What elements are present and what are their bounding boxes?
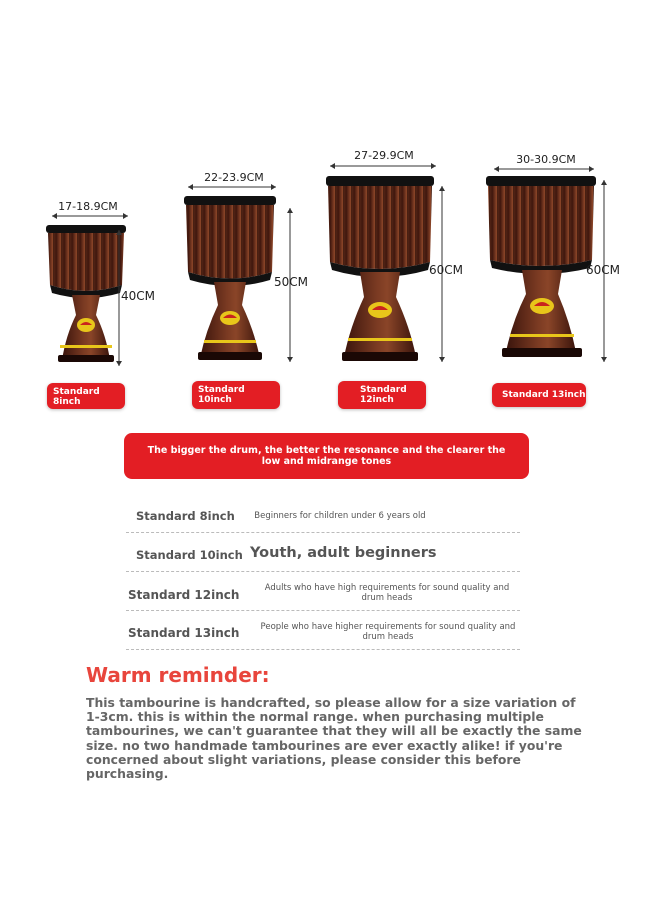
drum-10inch-width-arrow (186, 183, 278, 191)
drum-10inch (180, 190, 280, 375)
drum-10inch-illustration (180, 190, 280, 375)
resonance-banner (124, 433, 529, 479)
drum-13inch-width-label: 30-30.9CM (516, 153, 576, 166)
comparison-row-name: Standard 10inch (136, 548, 243, 562)
drum-13inch-height-label: 60CM (586, 263, 621, 277)
comparison-row-12inch (126, 578, 520, 611)
drum-8inch-height-label: 40CM (121, 289, 156, 303)
drum-13inch-size-label: Standard 13inch (492, 383, 586, 407)
drum-10inch-height-label: 50CM (274, 275, 309, 289)
drum-8inch-size-label: Standard 8inch (47, 383, 125, 409)
comparison-row-name: Standard 8inch (136, 509, 235, 523)
drum-12inch (322, 172, 437, 375)
comparison-row-8inch (126, 500, 520, 533)
comparison-row-13inch (126, 617, 520, 650)
comparison-row-10inch (126, 538, 520, 572)
drum-13inch-width-arrow (492, 165, 596, 173)
comparison-row-desc: Adults who have high requirements for sound quality and drum heads (264, 583, 510, 603)
reminder-text: This tambourine is handcrafted, so please allow for a size variation of 1-3cm. this is within the normal range. when purchasing multiple tambourines, we can't guarantee that they will all be exactly the same size. no two handmade tambourines are ever exactly alike! if you're concerned about slight variations, please consider this before purchasing. (86, 695, 582, 782)
resonance-banner-text: The bigger the drum, the better the resonance and the clearer the low and midrange tones (147, 445, 506, 467)
drum-12inch-width-arrow (328, 162, 438, 170)
drum-12inch-height-label: 60CM (429, 263, 464, 277)
drum-8inch-width-arrow (50, 212, 130, 220)
drum-12inch-width-label: 27-29.9CM (354, 149, 414, 162)
comparison-row-name: Standard 13inch (128, 626, 240, 640)
drum-8inch-width-label: 17-18.9CM (58, 200, 118, 213)
drum-10inch-width-label: 22-23.9CM (204, 171, 264, 184)
drum-13inch-illustration (484, 172, 599, 375)
drum-12inch-size-label: Standard 12inch (338, 381, 426, 409)
comparison-row-desc: Beginners for children under 6 years old (254, 511, 426, 521)
comparison-row-desc: Youth, adult beginners (250, 545, 437, 561)
reminder-title: Warm reminder: (86, 663, 270, 687)
drum-10inch-size-label: Standard 10inch (192, 381, 280, 409)
comparison-row-name: Standard 12inch (128, 588, 240, 602)
drum-12inch-illustration (322, 172, 437, 375)
drum-13inch (484, 172, 599, 375)
comparison-row-desc: People who have higher requirements for sound quality and drum heads (260, 622, 516, 642)
